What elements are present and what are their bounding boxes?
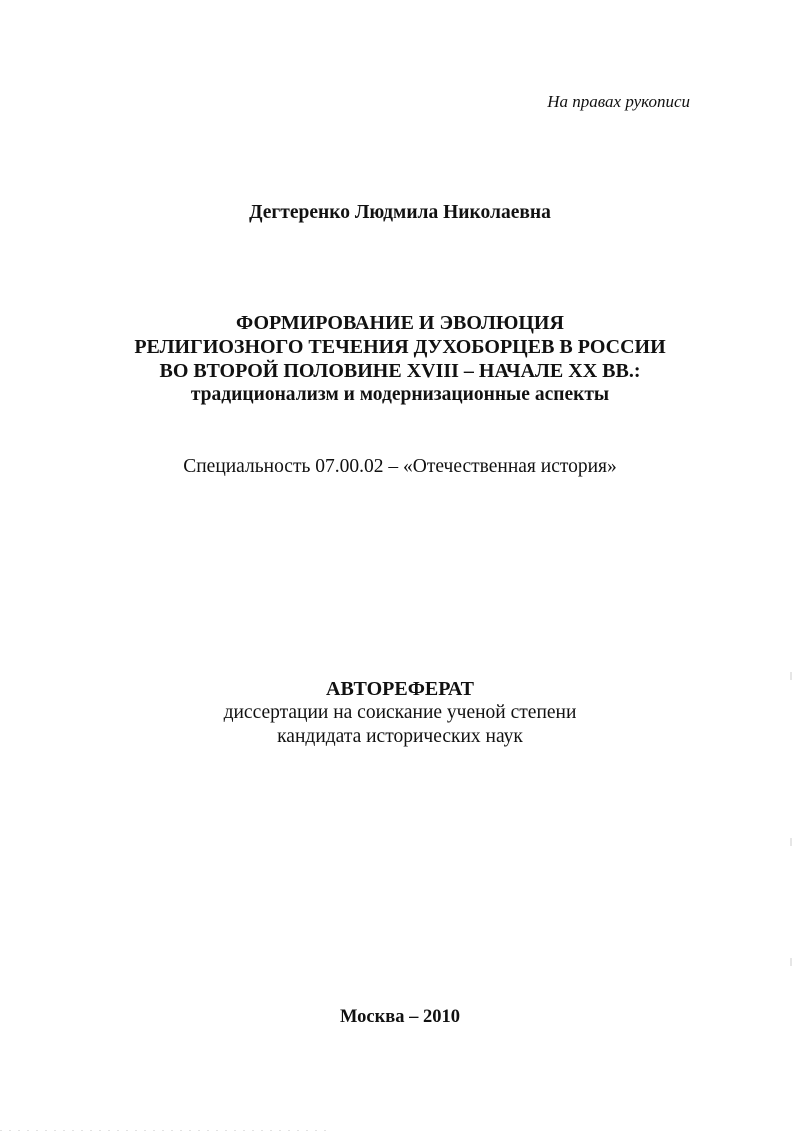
scan-artifact-mark (790, 958, 792, 966)
title-line-2: РЕЛИГИОЗНОГО ТЕЧЕНИЯ ДУХОБОРЦЕВ В РОССИИ (134, 336, 666, 358)
abstract-line-1: диссертации на соискание ученой степени (223, 702, 577, 723)
abstract-heading: АВТОРЕФЕРАТ (326, 678, 474, 700)
title-line-1: ФОРМИРОВАНИЕ И ЭВОЛЮЦИЯ (236, 312, 564, 334)
rights-note: На правах рукописи (547, 92, 690, 111)
scan-artifact-mark (790, 838, 792, 846)
author-name: Дегтеренко Людмила Николаевна (249, 202, 551, 223)
abstract-line-2: кандидата исторических наук (277, 726, 523, 747)
scan-artifact-bottom (0, 1130, 330, 1131)
abstract-block (0, 677, 800, 749)
dissertation-title (0, 311, 800, 407)
place-year: Москва – 2010 (339, 1007, 461, 1027)
title-subtitle: традиционализм и модернизационные аспекты (190, 384, 610, 405)
title-line-3: ВО ВТОРОЙ ПОЛОВИНЕ XVIII – НАЧАЛЕ XX ВВ.: (159, 360, 641, 382)
specialty-line: Специальность 07.00.02 – «Отечественная история» (183, 456, 617, 477)
scan-artifact-mark (790, 672, 792, 680)
